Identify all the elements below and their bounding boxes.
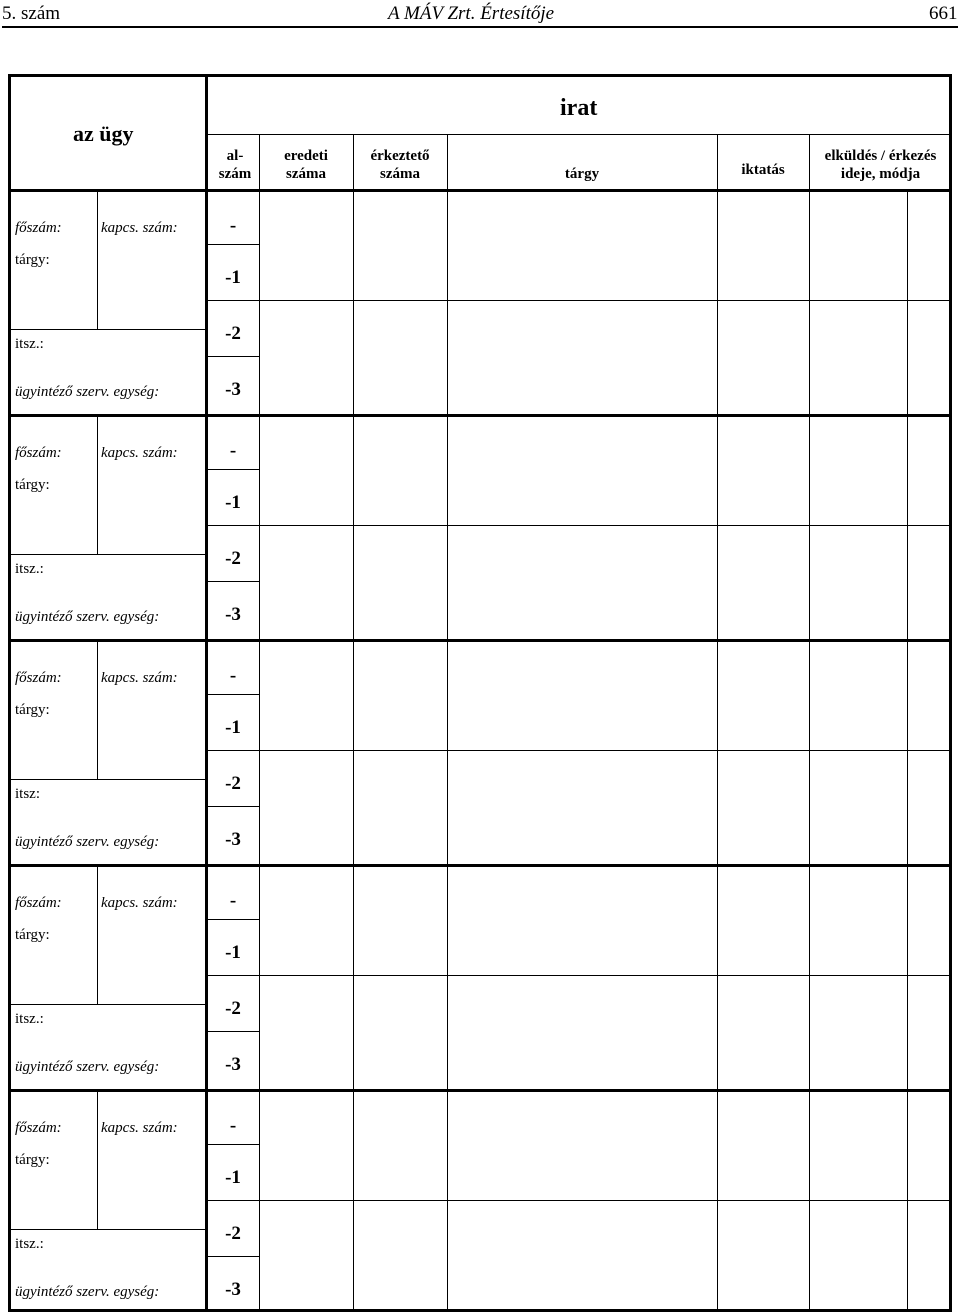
itsz-line [11, 1004, 205, 1005]
row-line [260, 300, 952, 301]
alszam-row: -2 [225, 998, 241, 1019]
row-line [208, 469, 259, 470]
itsz-line [11, 554, 205, 555]
row-line [208, 750, 259, 751]
th-iktatas: iktatás [741, 162, 785, 178]
alszam-row: -3 [225, 1054, 241, 1075]
alszam-row: - [229, 440, 237, 461]
row-line [208, 1144, 259, 1145]
targy-label: tárgy: [15, 1152, 50, 1168]
kapcs-divider [97, 642, 98, 779]
alszam-row: -2 [225, 323, 241, 344]
alszam-row: -1 [225, 717, 241, 738]
row-line [208, 525, 259, 526]
alszam-row: - [229, 665, 237, 686]
row-line [208, 581, 259, 582]
col-line [447, 135, 448, 1312]
itsz-line [11, 1229, 205, 1230]
alszam-row: -2 [225, 773, 241, 794]
targy-label: tárgy: [15, 477, 50, 493]
row-line [208, 806, 259, 807]
ugyintezo-label: ügyintéző szerv. egység: [15, 609, 160, 625]
th-eredeti-szama: eredeti száma [284, 148, 328, 182]
header-irat-rule [208, 134, 952, 135]
itsz-label: itsz.: [15, 1011, 44, 1027]
row-line [208, 244, 259, 245]
targy-label: tárgy: [15, 702, 50, 718]
block-rule [11, 414, 952, 417]
th-targy: tárgy [564, 166, 600, 182]
header-section-number: 5. szám [2, 3, 61, 24]
row-line [208, 919, 259, 920]
th-elkuldes: elküldés / érkezés ideje, módja [824, 148, 937, 182]
ugyintezo-label: ügyintéző szerv. egység: [15, 384, 160, 400]
kapcs-divider [97, 867, 98, 1004]
row-line [208, 300, 259, 301]
alszam-row: -3 [225, 604, 241, 625]
col-line [717, 135, 718, 1312]
itsz-label: itsz.: [15, 336, 44, 352]
alszam-row: -1 [225, 267, 241, 288]
kapcs-divider [97, 192, 98, 329]
alszam-row: -3 [225, 829, 241, 850]
alszam-row: - [229, 1115, 237, 1136]
alszam-row: -3 [225, 1279, 241, 1300]
itsz-label: itsz: [15, 786, 40, 802]
row-line [260, 975, 952, 976]
th-az-ugy: az ügy [73, 121, 134, 146]
row-line [208, 1200, 259, 1201]
register-form [8, 74, 952, 1312]
foszam-label: főszám: [15, 670, 62, 686]
row-line [260, 525, 952, 526]
header-page-number: 661 [929, 3, 958, 24]
row-line [208, 356, 259, 357]
alszam-row: -1 [225, 1167, 241, 1188]
alszam-row: -2 [225, 1223, 241, 1244]
row-line [208, 694, 259, 695]
th-irat: irat [560, 95, 598, 121]
alszam-row: - [229, 215, 237, 236]
kapcs-szam-label: kapcs. szám: [101, 445, 178, 461]
targy-label: tárgy: [15, 927, 50, 943]
header-rule [2, 26, 958, 28]
col-line [809, 135, 810, 1312]
itsz-line [11, 779, 205, 780]
row-line [208, 1256, 259, 1257]
block-rule [11, 639, 952, 642]
itsz-label: itsz.: [15, 561, 44, 577]
foszam-label: főszám: [15, 895, 62, 911]
th-alszam: al- szám [218, 148, 252, 182]
col-line [907, 192, 908, 1312]
ugyintezo-label: ügyintéző szerv. egység: [15, 1284, 160, 1300]
alszam-row: -1 [225, 492, 241, 513]
alszam-row: -1 [225, 942, 241, 963]
block-rule [11, 864, 952, 867]
header-bottom-rule [11, 189, 952, 192]
header-publication-title: A MÁV Zrt. Értesítője [388, 3, 555, 24]
kapcs-szam-label: kapcs. szám: [101, 220, 178, 236]
alszam-row: - [229, 890, 237, 911]
alszam-row: -3 [225, 379, 241, 400]
itsz-label: itsz.: [15, 1236, 44, 1252]
row-line [260, 750, 952, 751]
ugyintezo-label: ügyintéző szerv. egység: [15, 1059, 160, 1075]
block-rule [11, 1089, 952, 1092]
th-erkezteto-szama: érkeztető száma [370, 148, 430, 182]
col-line [353, 135, 354, 1312]
targy-label: tárgy: [15, 252, 50, 268]
kapcs-divider [97, 1092, 98, 1229]
kapcs-szam-label: kapcs. szám: [101, 670, 178, 686]
kapcs-szam-label: kapcs. szám: [101, 1120, 178, 1136]
col-line [259, 135, 260, 1312]
foszam-label: főszám: [15, 1120, 62, 1136]
itsz-line [11, 329, 205, 330]
foszam-label: főszám: [15, 220, 62, 236]
kapcs-divider [97, 417, 98, 554]
foszam-label: főszám: [15, 445, 62, 461]
row-line [208, 975, 259, 976]
row-line [208, 1031, 259, 1032]
alszam-row: -2 [225, 548, 241, 569]
ugyintezo-label: ügyintéző szerv. egység: [15, 834, 160, 850]
kapcs-szam-label: kapcs. szám: [101, 895, 178, 911]
row-line [260, 1200, 952, 1201]
